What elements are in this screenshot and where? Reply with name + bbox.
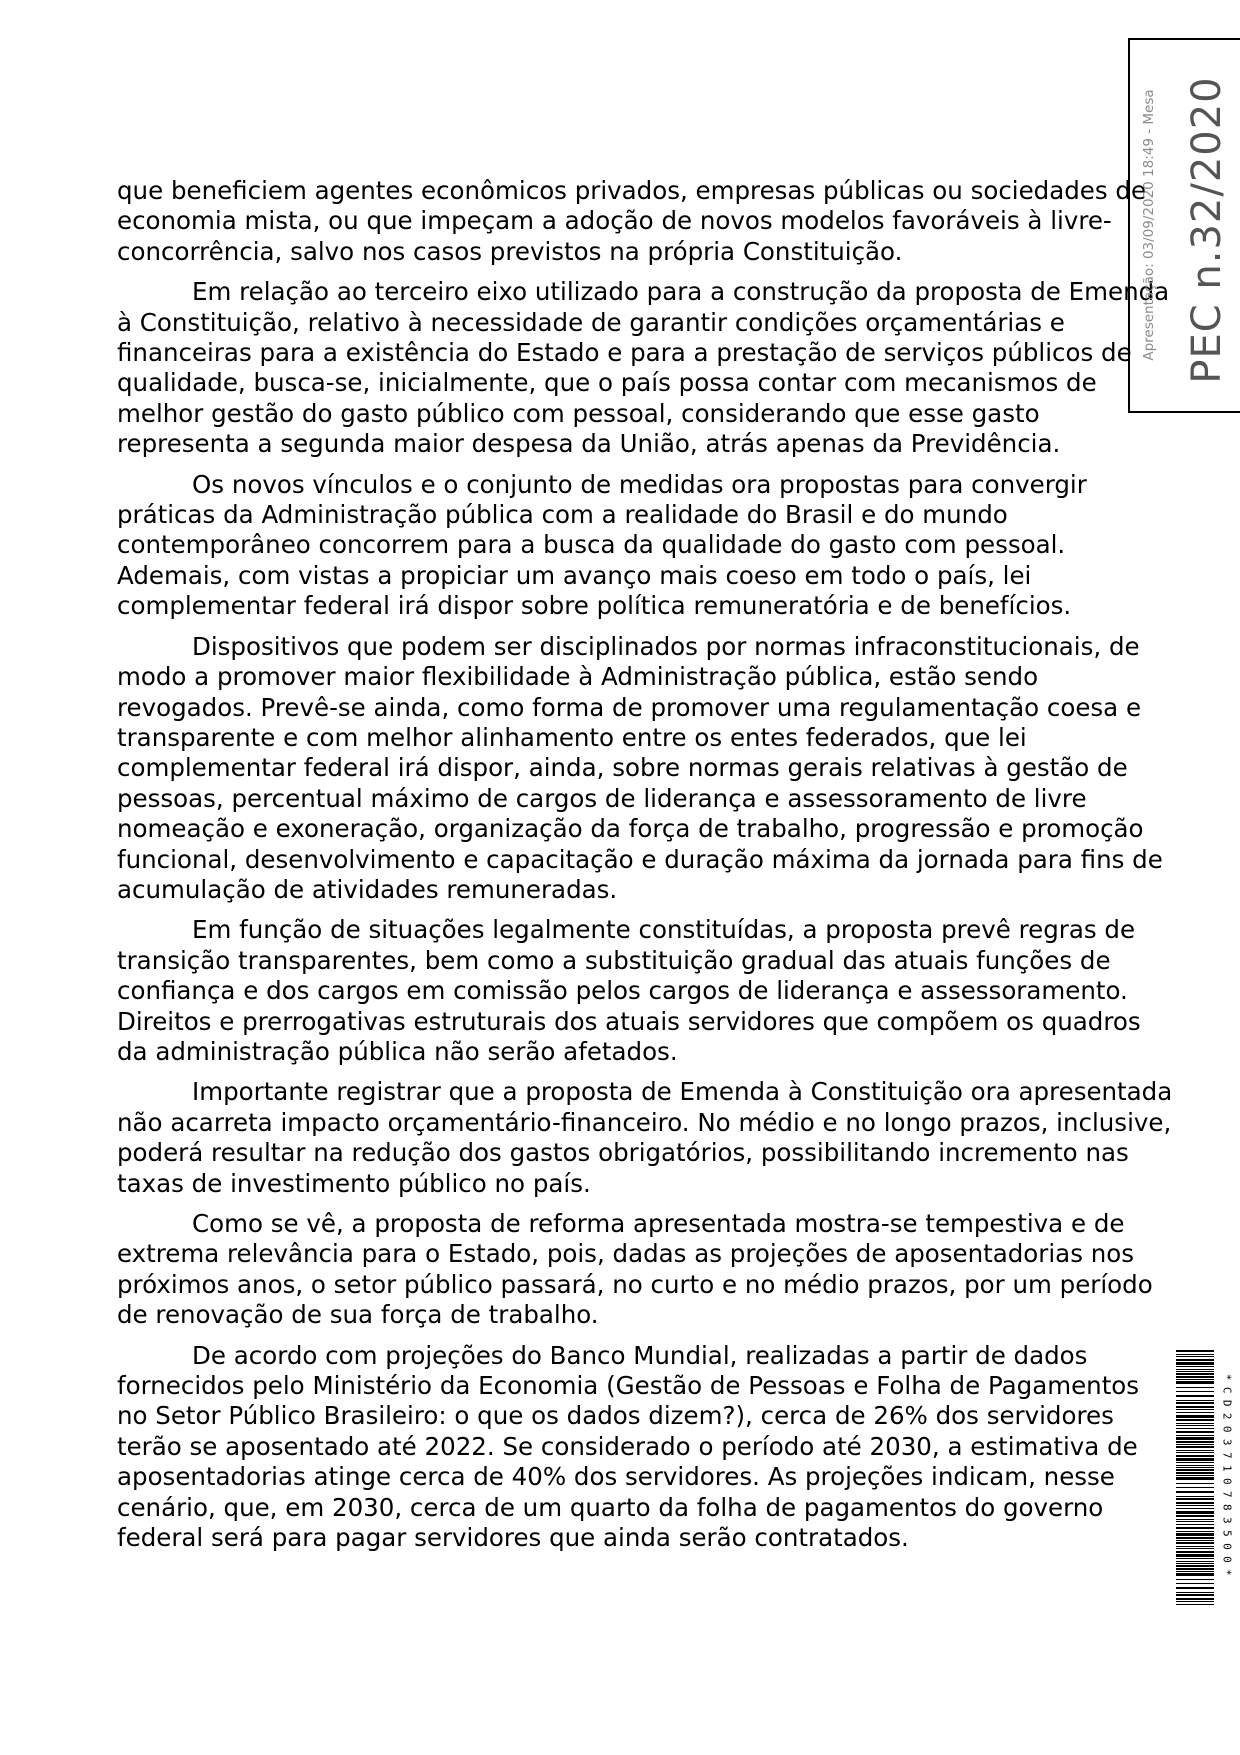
barcode-bar xyxy=(1176,1565,1214,1567)
paragraph-8: De acordo com projeções do Banco Mundial, realizadas a partir de dados fornecidos pelo Ministério da Economia (Gestão de Pessoas e Folha de Pagamentos no Setor Público Brasileiro: o que os dados dizem?), cerca de 26% dos servidores terão se aposentado até 2022. Se considerado o período até 2030, a estimativa de aposentadorias atinge cerca de 40% dos servidores. As projeções indicam, nesse cenário, que, em 2030, cerca de um quarto da folha de pagamentos do governo federal será para pagar servidores que ainda serão contratados. xyxy=(117,1340,1140,1553)
barcode-bar xyxy=(1176,1583,1214,1584)
barcode-bar xyxy=(1176,1462,1214,1463)
barcode-bar xyxy=(1176,1505,1214,1506)
paragraph-3: Os novos vínculos e o conjunto de medidas ora propostas para convergir práticas da Administração pública com a realidade do Brasil e do mundo contemporâneo concorrem para a busca da qualidade do gasto com pessoal. Ademais, com vistas a propiciar um avanço mais coeso em todo o país, lei complementar federal irá dispor sobre política remuneratória e de benefícios. xyxy=(117,469,1087,621)
barcode-bar xyxy=(1176,1604,1214,1605)
barcode-bar xyxy=(1176,1465,1214,1466)
barcode-bar xyxy=(1176,1477,1214,1480)
barcode-bar xyxy=(1176,1563,1214,1564)
barcode-bar xyxy=(1176,1356,1214,1357)
barcode-icon xyxy=(1176,1350,1214,1606)
barcode-bar xyxy=(1176,1435,1214,1436)
barcode-bar xyxy=(1176,1362,1214,1365)
barcode-bar xyxy=(1176,1558,1214,1559)
barcode-bar xyxy=(1176,1395,1214,1397)
barcode-bar xyxy=(1176,1592,1214,1593)
barcode-bar xyxy=(1176,1511,1214,1514)
barcode-bar xyxy=(1176,1491,1214,1493)
barcode-bar xyxy=(1176,1475,1214,1476)
barcode-bar xyxy=(1176,1579,1214,1580)
paragraph-5: Em função de situações legalmente constituídas, a proposta prevê regras de transição transparentes, bem como a substituição gradual das atuais funções de confiança e dos cargos em comissão pelos cargos de liderança e assessoramento. Direitos e prerrogativas estruturais dos atuais servidores que compõem os quadros da administração pública não serão afetados. xyxy=(117,915,1141,1066)
barcode-bar xyxy=(1176,1483,1214,1484)
barcode-bar xyxy=(1176,1376,1214,1378)
barcode-bar xyxy=(1176,1573,1214,1576)
barcode-bar xyxy=(1176,1437,1214,1440)
barcode-bar xyxy=(1176,1515,1214,1517)
barcode-bar xyxy=(1176,1533,1214,1536)
barcode-bar xyxy=(1176,1568,1214,1570)
barcode-bar xyxy=(1176,1594,1214,1596)
barcode-bar xyxy=(1176,1496,1214,1497)
barcode-bar xyxy=(1176,1452,1214,1453)
barcode-bar xyxy=(1176,1412,1214,1413)
barcode-bar xyxy=(1176,1521,1214,1522)
barcode-bar xyxy=(1176,1458,1214,1461)
barcode-bar xyxy=(1176,1508,1214,1509)
barcode-bar xyxy=(1176,1354,1214,1355)
barcode-bar xyxy=(1176,1540,1214,1541)
barcode-bar xyxy=(1176,1554,1214,1557)
barcode-bar xyxy=(1176,1431,1214,1433)
barcode-bar xyxy=(1176,1587,1214,1589)
barcode-bar xyxy=(1176,1498,1214,1500)
barcode-bar xyxy=(1176,1415,1214,1418)
barcode-bar xyxy=(1176,1502,1214,1504)
barcode-bar xyxy=(1176,1406,1214,1408)
barcode-bar xyxy=(1176,1373,1214,1375)
barcode-bar xyxy=(1176,1425,1214,1426)
barcode-bar xyxy=(1176,1371,1214,1372)
barcode-bar xyxy=(1176,1402,1214,1404)
barcode-bar xyxy=(1176,1571,1214,1572)
barcode-bar xyxy=(1176,1469,1214,1471)
protocol-code: PEC n.32/2020 xyxy=(1184,76,1230,384)
barcode-bar xyxy=(1176,1400,1214,1401)
barcode-bar xyxy=(1176,1381,1214,1384)
protocol-date: Apresentação: 03/09/2020 18:49 - Mesa xyxy=(1141,89,1157,361)
barcode-bar xyxy=(1176,1537,1214,1539)
paragraph-1: que beneficiem agentes econômicos privados, empresas públicas ou sociedades de economia mista, ou que impeçam a adoção de novos modelos favoráveis à livre-concorrência, salvo nos casos previstos na própria Constituição. xyxy=(117,176,1147,266)
barcode-bar xyxy=(1176,1542,1214,1544)
barcode-bar xyxy=(1176,1467,1214,1468)
barcode-bar xyxy=(1176,1441,1214,1443)
barcode-bar xyxy=(1176,1359,1214,1361)
barcode-bar xyxy=(1176,1548,1214,1549)
document-body xyxy=(117,176,1175,1563)
barcode-text: *CD203710783500* xyxy=(1220,1373,1234,1583)
barcode-bar xyxy=(1176,1369,1214,1370)
barcode-bar xyxy=(1176,1409,1214,1410)
barcode-bar xyxy=(1176,1350,1214,1352)
paragraph-6: Importante registrar que a proposta de Emenda à Constituição ora apresentada não acarreta impacto orçamentário-financeiro. No médio e no longo prazos, inclusive, poderá resultar na redução dos gastos obrigatórios, possibilitando incremento nas taxas de investimento público no país. xyxy=(117,1077,1173,1198)
barcode-bar xyxy=(1176,1379,1214,1380)
barcode-bar xyxy=(1176,1391,1214,1392)
barcode-bar xyxy=(1176,1419,1214,1421)
paragraph-2: Em relação ao terceiro eixo utilizado para a construção da proposta de Emenda à Constituição, relativo à necessidade de garantir condições orçamentárias e financeiras para a existência do Estado e para a prestação de serviços públicos de qualidade, busca-se, inicialmente, que o país possa contar com mecanismos de melhor gestão do gasto público com pessoal, considerando que esse gasto representa a segunda maior despesa da União, atrás apenas da Previdência. xyxy=(117,277,1170,459)
barcode-bar xyxy=(1176,1428,1214,1429)
barcode-bar xyxy=(1176,1527,1214,1529)
barcode-bar xyxy=(1176,1487,1214,1488)
barcode-bar xyxy=(1176,1531,1214,1532)
barcode-bar xyxy=(1176,1366,1214,1367)
barcode-bar xyxy=(1176,1601,1214,1602)
barcode-bar xyxy=(1176,1450,1214,1451)
paragraph-7: Como se vê, a proposta de reforma apresentada mostra-se tempestiva e de extrema relevância para o Estado, pois, dadas as projeções de aposentadorias nos próximos anos, o setor público passará, no curto e no médio prazos, por um período de renovação de sua força de trabalho. xyxy=(117,1209,1153,1330)
barcode-bar xyxy=(1176,1524,1214,1525)
barcode-bar xyxy=(1176,1472,1214,1474)
barcode-bar xyxy=(1176,1551,1214,1553)
barcode-bar xyxy=(1176,1519,1214,1520)
barcode-bar xyxy=(1176,1387,1214,1388)
barcode-bar xyxy=(1176,1446,1214,1448)
barcode-bar xyxy=(1176,1598,1214,1600)
barcode-bar xyxy=(1176,1546,1214,1547)
barcode-bar xyxy=(1176,1561,1214,1562)
barcode-bar xyxy=(1176,1444,1214,1445)
barcode-bar xyxy=(1176,1423,1214,1424)
paragraph-4: Dispositivos que podem ser disciplinados por normas infraconstitucionais, de modo a promover maior flexibilidade à Administração pública, estão sendo revogados. Prevê-se ainda, como forma de promover uma regulamentação coesa e transparente e com melhor alinhamento entre os entes federados, que lei complementar federal irá dispor, ainda, sobre normas gerais relativas à gestão de pessoas, percentual máximo de cargos de liderança e assessoramento de livre nomeação e exoneração, organização da força de trabalho, progressão e promoção funcional, desenvolvimento e capacitação e duração máxima da jornada para fins de acumulação de atividades remuneradas. xyxy=(117,631,1163,904)
barcode-bar xyxy=(1176,1455,1214,1457)
